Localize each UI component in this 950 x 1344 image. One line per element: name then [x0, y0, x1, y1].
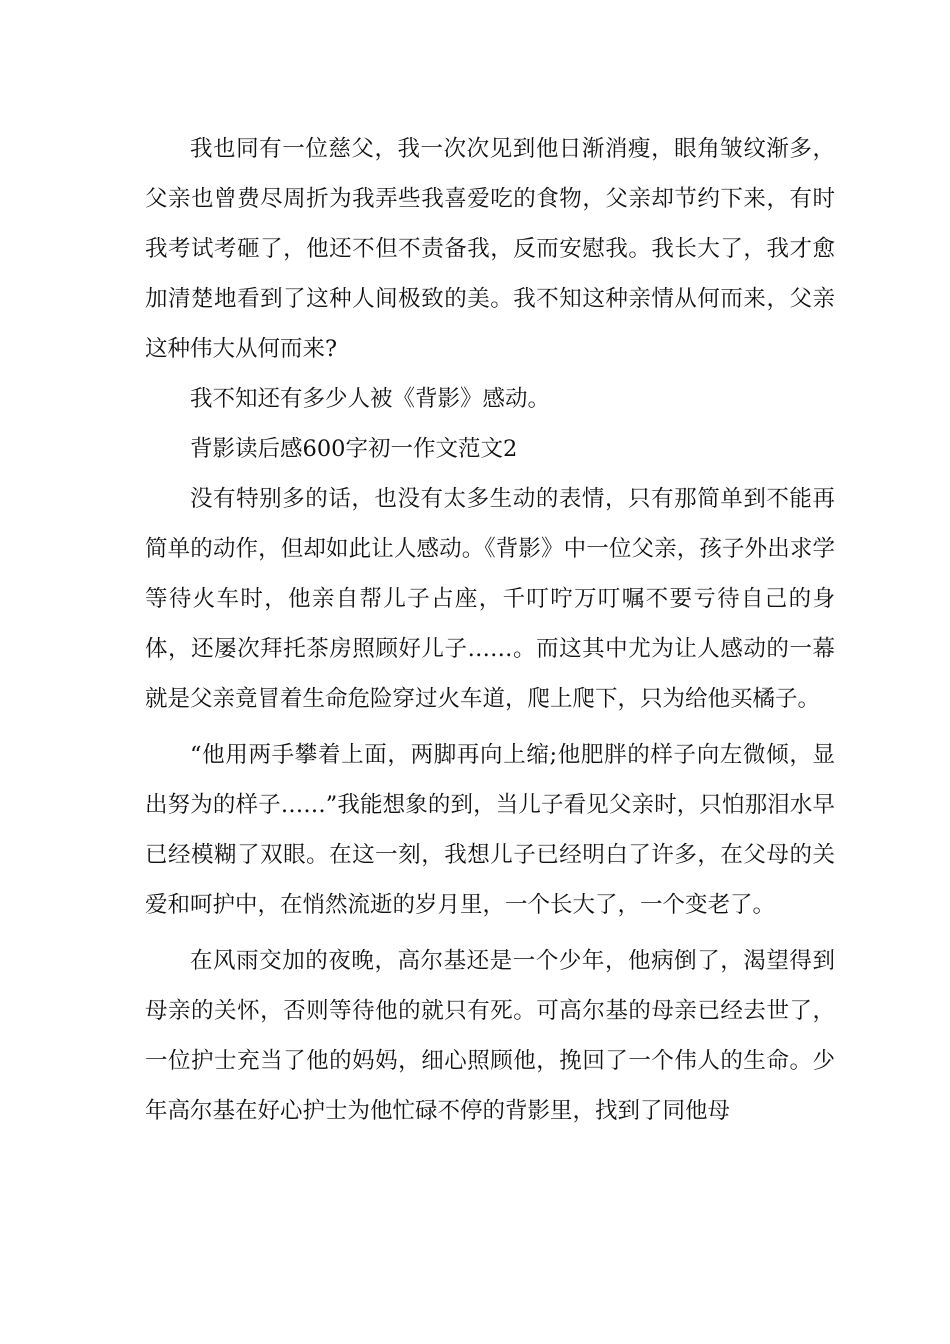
section-heading: 背影读后感600字初一作文范文2 — [190, 436, 518, 462]
paragraph-father-memory: 我也同有一位慈父，我一次次见到他日渐消瘦，眼角皱纹渐多，父亲也曾费尽周折为我弄些我喜爱吃的食物，父亲却节约下来，有时我考试考砸了，他还不但不责备我，反而安慰我。我长大了，我才愈加清楚地看到了这种人间极致的美。我不知这种亲情从何而来，父亲这种伟大从何而来? — [145, 136, 835, 362]
paragraph-quote-climbing: “他用两手攀着上面，两脚再向上缩;他肥胖的样子向左微倾，显出努为的样子……”我能想象的到，当儿子看见父亲时，只怕那泪水早已经模糊了双眼。在这一刻，我想儿子已经明白了许多，在父母的关爱和呵护中，在悄然流逝的岁月里，一个长大了，一个变老了。 — [145, 742, 835, 918]
document-body — [145, 124, 835, 1136]
paragraph-moved-by-back-view: 我不知还有多少人被《背影》感动。 — [190, 386, 551, 412]
paragraph-simple-actions: 没有特别多的话，也没有太多生动的表情，只有那简单到不能再简单的动作，但却如此让人感动。《背影》中一位父亲，孩子外出求学等待火车时，他亲自帮儿子占座，千叮咛万叮嘱不要亏待自己的身体，还屡次拜托茶房照顾好儿子……。而这其中尤为让人感动的一幕就是父亲竟冒着生命危险穿过火车道，爬上爬下，只为给他买橘子。 — [145, 486, 835, 712]
paragraph-gorky: 在风雨交加的夜晚，高尔基还是一个少年，他病倒了，渴望得到母亲的关怀，否则等待他的就只有死。可高尔基的母亲已经去世了，一位护士充当了他的妈妈，细心照顾他，挽回了一个伟人的生命。少年高尔基在好心护士为他忙碌不停的背影里，找到了同他母 — [145, 948, 835, 1124]
